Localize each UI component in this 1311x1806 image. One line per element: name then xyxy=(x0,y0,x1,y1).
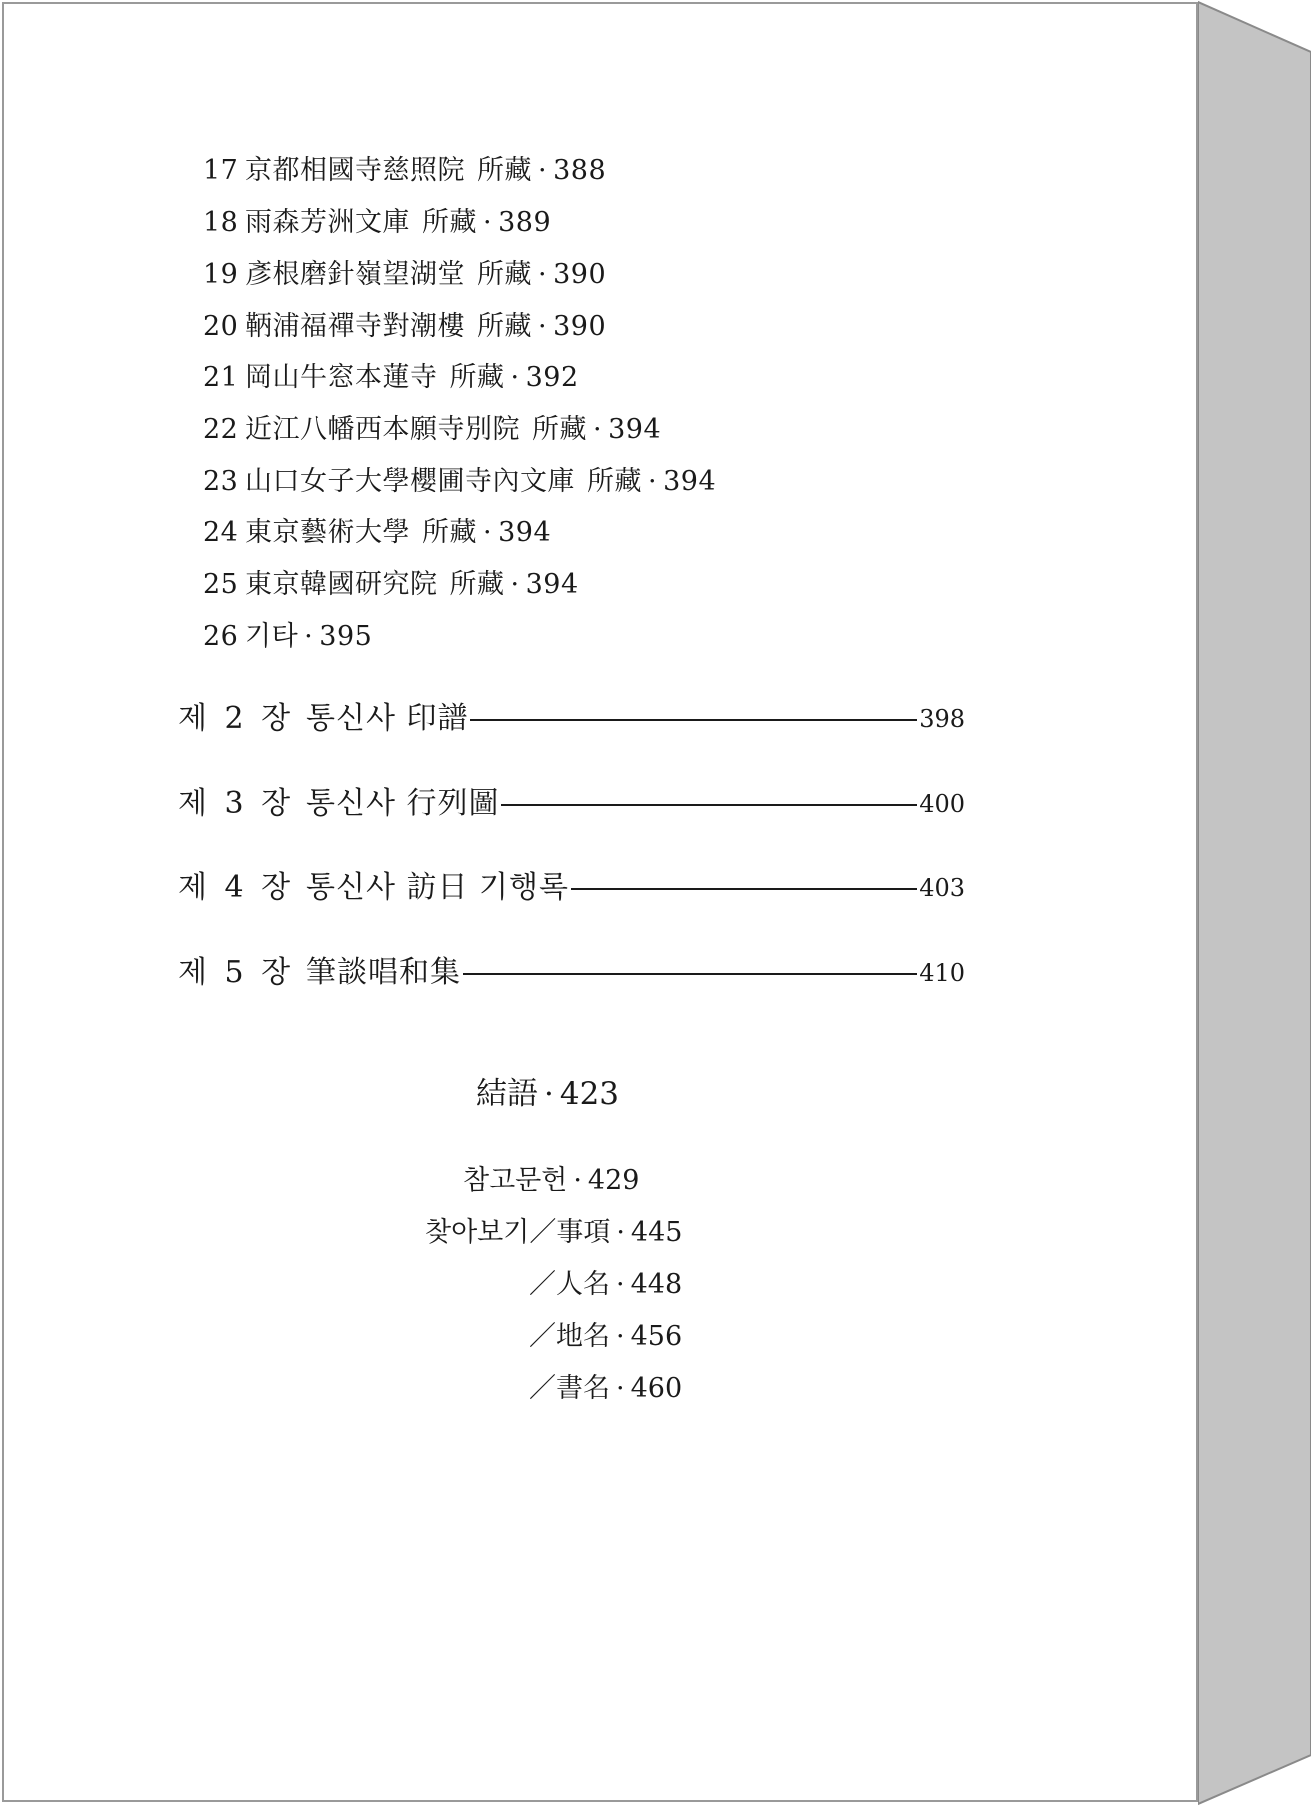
entry-separator: · xyxy=(538,311,548,342)
entry-page: 389 xyxy=(498,207,552,238)
chapter-title: 통신사 印譜 xyxy=(306,701,469,736)
toc-references[interactable] xyxy=(463,1164,639,1198)
entry-separator: · xyxy=(483,207,493,238)
chapter-page: 398 xyxy=(919,705,965,733)
entry-owned: 所藏 xyxy=(422,207,477,238)
entry-place: 京都相國寺慈照院 xyxy=(245,155,465,186)
chapter-leader-line xyxy=(571,888,917,890)
toc-entry[interactable] xyxy=(203,414,661,446)
entry-page: 392 xyxy=(525,362,579,393)
entry-page: 395 xyxy=(319,621,373,652)
references-page: 429 xyxy=(587,1165,640,1196)
index-label: ／事項 xyxy=(529,1217,611,1248)
entry-separator: · xyxy=(538,259,548,290)
entry-owned: 所藏 xyxy=(477,259,532,290)
index-page: 456 xyxy=(630,1321,683,1352)
chapter-page: 403 xyxy=(919,874,965,902)
entry-place: 雨森芳洲文庫 xyxy=(245,207,410,238)
entry-separator: · xyxy=(510,569,520,600)
entry-page: 394 xyxy=(663,466,717,497)
toc-index-places[interactable] xyxy=(529,1320,682,1354)
chapter-leader-line xyxy=(463,973,917,975)
entry-number: 19 xyxy=(203,259,239,290)
entry-place: 彥根磨針嶺望湖堂 xyxy=(245,259,465,290)
toc-entry[interactable] xyxy=(203,517,551,549)
chapter-page: 410 xyxy=(919,959,965,987)
entry-page: 394 xyxy=(608,414,662,445)
entry-number: 22 xyxy=(203,414,239,445)
conclusion-page: 423 xyxy=(559,1076,620,1112)
entry-owned: 所藏 xyxy=(477,311,532,342)
toc-entry[interactable] xyxy=(203,362,579,394)
chapter-label: 제 5 장 xyxy=(178,955,295,990)
index-separator: · xyxy=(616,1321,625,1352)
chapter-page: 400 xyxy=(919,790,965,818)
entry-owned: 所藏 xyxy=(449,362,505,393)
toc-entry[interactable] xyxy=(203,621,372,653)
toc-index-persons[interactable] xyxy=(529,1268,682,1302)
index-page: 460 xyxy=(630,1373,683,1404)
references-label: 참고문헌 xyxy=(463,1165,568,1196)
entry-number: 21 xyxy=(203,362,239,393)
toc-chapter[interactable] xyxy=(178,868,965,908)
entry-place: 山口女子大學櫻圃寺內文庫 xyxy=(245,466,575,497)
index-label: ／人名 xyxy=(529,1269,610,1300)
entry-separator: · xyxy=(538,155,548,186)
entry-place: 기타 xyxy=(245,621,299,652)
chapter-title: 筆談唱和集 xyxy=(306,955,461,990)
entry-owned: 所藏 xyxy=(532,414,587,445)
index-heading: 찾아보기 xyxy=(425,1217,530,1248)
entry-separator: · xyxy=(304,621,314,652)
references-separator: · xyxy=(573,1165,582,1196)
entry-separator: · xyxy=(510,362,520,393)
entry-number: 26 xyxy=(203,621,239,652)
toc-entry[interactable] xyxy=(203,207,551,239)
toc-entry[interactable] xyxy=(203,311,606,343)
entry-number: 25 xyxy=(203,569,239,600)
entry-page: 390 xyxy=(553,259,607,290)
entry-page: 388 xyxy=(553,155,607,186)
conclusion-label: 結語 xyxy=(476,1076,538,1112)
index-page: 445 xyxy=(630,1217,683,1248)
toc-entry[interactable] xyxy=(203,155,606,187)
entry-place: 東京藝術大學 xyxy=(245,517,410,548)
toc-entry[interactable] xyxy=(203,466,716,498)
index-label: ／書名 xyxy=(529,1373,610,1404)
index-separator: · xyxy=(616,1269,625,1300)
entry-page: 394 xyxy=(498,517,552,548)
entry-place: 鞆浦福禪寺對潮樓 xyxy=(245,311,465,342)
chapter-label: 제 2 장 xyxy=(178,701,295,736)
entry-separator: · xyxy=(483,517,493,548)
index-label: ／地名 xyxy=(529,1321,610,1352)
entry-page: 394 xyxy=(525,569,579,600)
entry-number: 24 xyxy=(203,517,239,548)
entry-owned: 所藏 xyxy=(422,517,477,548)
conclusion-separator: · xyxy=(544,1076,554,1112)
chapter-label: 제 3 장 xyxy=(178,786,295,821)
entry-number: 20 xyxy=(203,311,239,342)
entry-separator: · xyxy=(648,466,658,497)
index-separator: · xyxy=(616,1217,625,1248)
entry-number: 17 xyxy=(203,155,239,186)
toc-index-books[interactable] xyxy=(529,1372,682,1406)
entry-place: 岡山牛窓本蓮寺 xyxy=(245,362,438,393)
toc-index-subjects[interactable] xyxy=(425,1216,682,1250)
chapter-title: 통신사 訪日 기행록 xyxy=(306,870,569,905)
entry-number: 18 xyxy=(203,207,239,238)
entry-owned: 所藏 xyxy=(477,155,532,186)
entry-number: 23 xyxy=(203,466,239,497)
book-spine-edge xyxy=(1198,0,1311,1806)
toc-chapter[interactable] xyxy=(178,784,965,824)
index-separator: · xyxy=(616,1373,625,1404)
entry-owned: 所藏 xyxy=(587,466,642,497)
index-page: 448 xyxy=(630,1269,683,1300)
toc-chapter[interactable] xyxy=(178,953,965,993)
toc-conclusion[interactable] xyxy=(476,1077,619,1111)
chapter-label: 제 4 장 xyxy=(178,870,295,905)
entry-place: 東京韓國研究院 xyxy=(245,569,438,600)
toc-chapter[interactable] xyxy=(178,699,965,739)
entry-owned: 所藏 xyxy=(449,569,505,600)
chapter-title: 통신사 行列圖 xyxy=(306,786,500,821)
entry-place: 近江八幡西本願寺別院 xyxy=(245,414,520,445)
toc-entry[interactable] xyxy=(203,569,579,601)
chapter-leader-line xyxy=(501,804,917,806)
toc-entry[interactable] xyxy=(203,259,606,291)
entry-separator: · xyxy=(593,414,603,445)
entry-page: 390 xyxy=(553,311,607,342)
chapter-leader-line xyxy=(470,719,917,721)
